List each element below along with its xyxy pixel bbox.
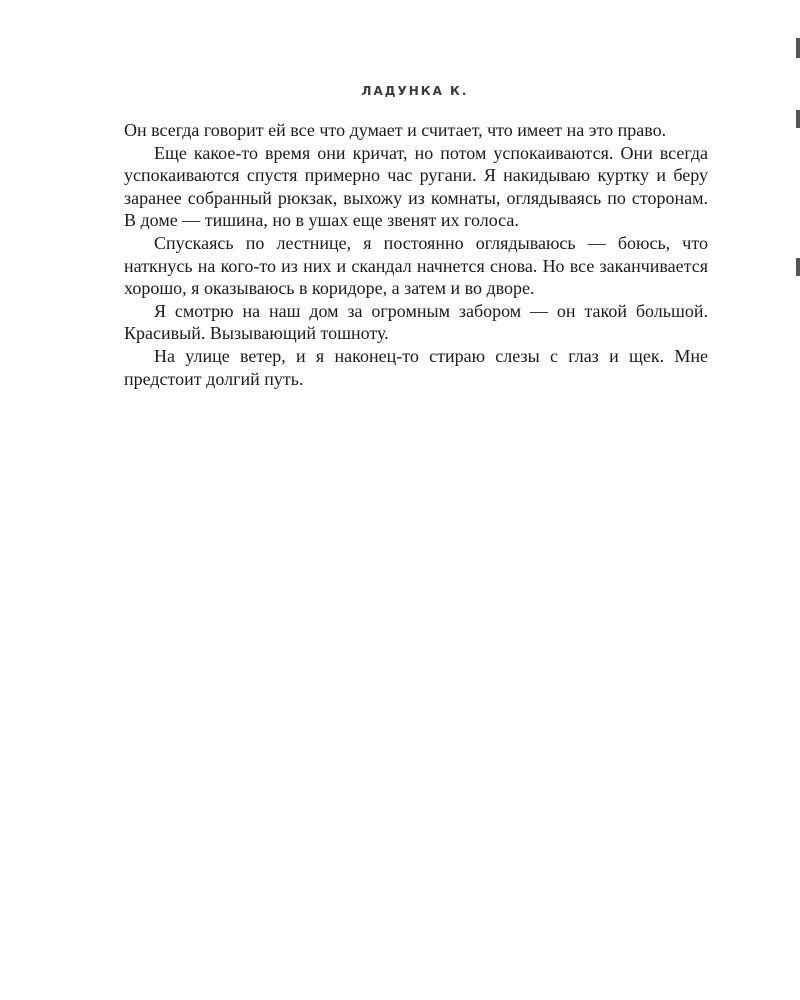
body-text (124, 119, 708, 390)
paragraph-4: Я смотрю на наш дом за огромным забором — он такой большой. Красивый. Вызывающий тошноту. (124, 300, 708, 344)
page-edge-mark (796, 38, 800, 58)
paragraph-2: Еще какое-то время они кричат, но потом успокаиваются. Они всегда успокаиваются спустя примерно час ругани. Я накидываю куртку и беру заранее собранный рюкзак, выхожу из комнаты, оглядываясь по сторонам. В доме — тишина, но в ушах еще звенят их голоса. (124, 142, 708, 231)
paragraph-1: Он всегда говорит ей все что думает и считает, что имеет на это право. (124, 120, 667, 140)
running-head-author: ЛАДУНКА К. (361, 84, 469, 98)
paragraph-3: Спускаясь по лестнице, я постоянно оглядываюсь — боюсь, что наткнусь на кого-то из них и скандал начнется снова. Но все заканчивается хорошо, я оказываюсь в коридоре, а затем и во дворе. (124, 232, 708, 299)
page-edge-mark (796, 258, 800, 276)
page-edge-mark (796, 110, 800, 128)
paragraph-5: На улице ветер, и я наконец-то стираю слезы с глаз и щек. Мне предстоит долгий путь. (124, 345, 708, 389)
